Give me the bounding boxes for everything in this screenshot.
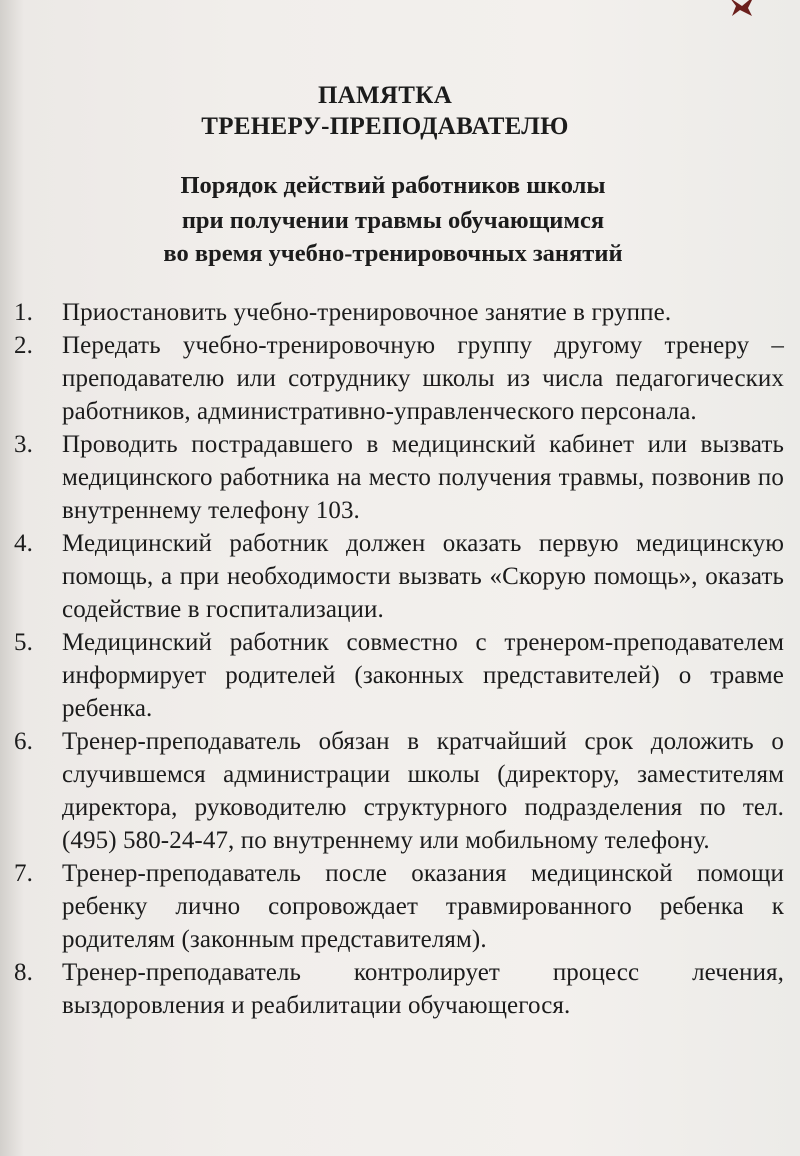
list-item-number: 4. xyxy=(14,530,33,557)
list-item-text: Передать учебно-тренировочную группу другому тренеру – преподавателю или сотруднику школы из числа педагогических работников, административно-управленческого персонала. xyxy=(62,332,784,425)
subtitle-line-3: во время учебно-тренировочных занятий xyxy=(163,240,623,267)
list-item-text: Тренер-преподаватель обязан в кратчайший срок доложить о случившемся администрации школы (директору, заместителям директора, руководителю структурного подразделения по тел.(495) 580-24-47, по внутреннему или мобильному телефону. xyxy=(62,728,784,854)
subtitle-line-1: Порядок действий работников школы xyxy=(180,172,606,199)
list-item-7 xyxy=(14,857,784,956)
list-item-text: Тренер-преподаватель после оказания медицинской помощи ребенку лично сопровождает травмированного ребенка к родителям (законным представителям). xyxy=(62,860,784,953)
list-item-text: Медицинский работник совместно с тренером-преподавателем информирует родителей (законных представителей) о травме ребенка. xyxy=(62,629,784,722)
list-item-text: Приостановить учебно-тренировочное занятие в группе. xyxy=(62,299,672,326)
title-line-1: ПАМЯТКА xyxy=(317,82,453,109)
list-item-1 xyxy=(14,296,784,329)
list-item-number: 5. xyxy=(14,629,33,656)
subtitle-line-2: при получении травмы обучающимся xyxy=(181,207,605,234)
list-item-text: Проводить пострадавшего в медицинский кабинет или вызвать медицинского работника на место получения травмы, позвонив по внутреннему телефону 103. xyxy=(62,431,784,524)
list-item-8 xyxy=(14,956,784,1022)
list-item-number: 1. xyxy=(14,299,33,326)
list-item-6 xyxy=(14,725,784,857)
list-item-4 xyxy=(14,527,784,626)
list-item-number: 8. xyxy=(14,959,33,986)
list-item-number: 3. xyxy=(14,431,33,458)
list-item-text: Медицинский работник должен оказать первую медицинскую помощь, а при необходимости вызвать «Скорую помощь», оказать содействие в госпитализации. xyxy=(62,530,784,623)
list-item-number: 7. xyxy=(14,860,33,887)
list-item-number: 2. xyxy=(14,332,33,359)
list-item-2 xyxy=(14,329,784,428)
list-item-5 xyxy=(14,626,784,725)
list-item-text: Тренер-преподаватель контролирует процесс лечения, выздоровления и реабилитации обучающегося. xyxy=(62,959,784,1019)
title-line-2: ТРЕНЕРУ-ПРЕПОДАВАТЕЛЮ xyxy=(201,113,569,140)
instructions-list xyxy=(14,296,784,1022)
list-item-number: 6. xyxy=(14,728,33,755)
list-item-3 xyxy=(14,428,784,527)
corner-ink-mark-icon xyxy=(728,0,756,18)
